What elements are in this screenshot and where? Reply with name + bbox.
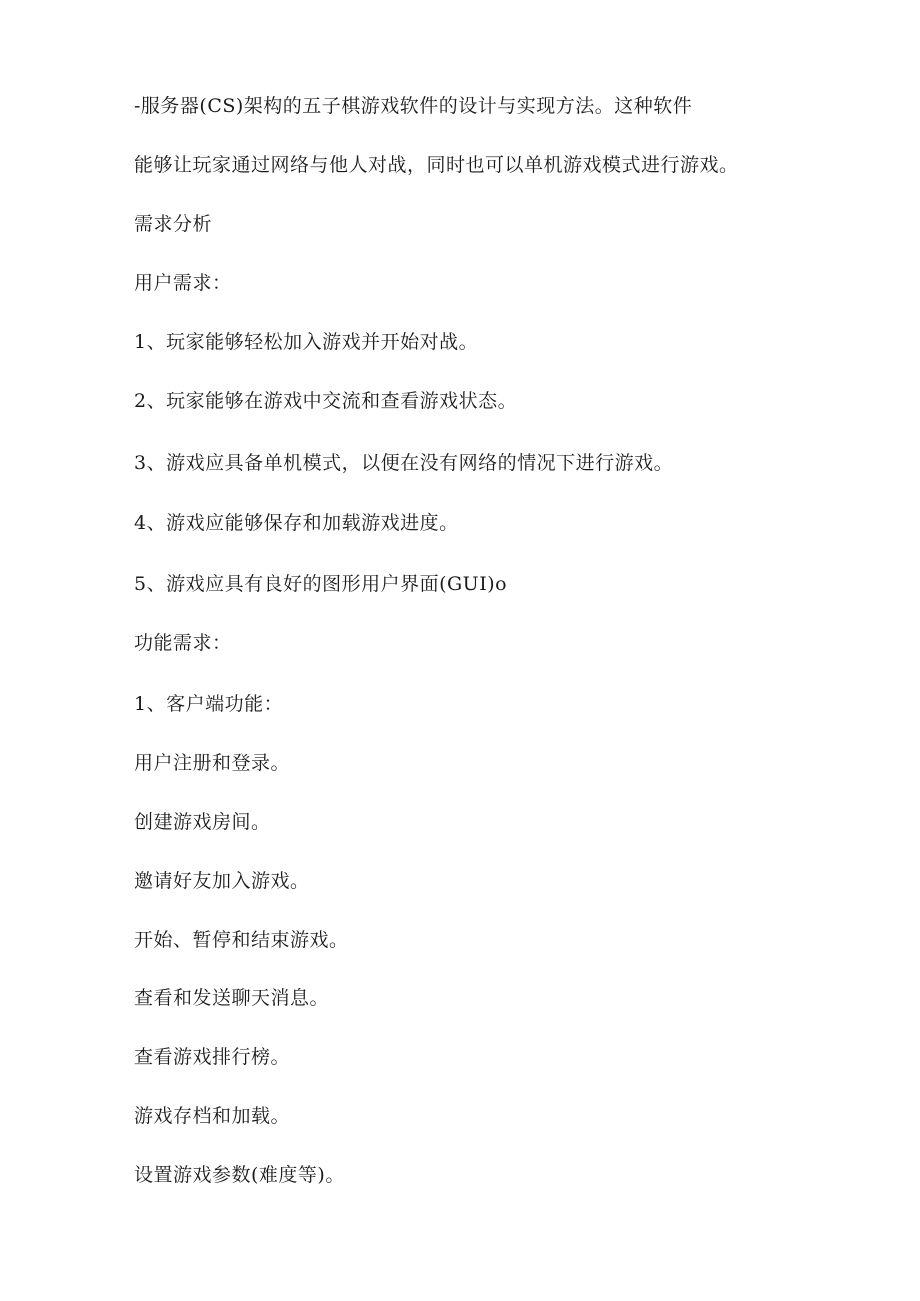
feature-item: 查看游戏排行榜。 xyxy=(134,1046,291,1068)
feature-item: 用户注册和登录。 xyxy=(134,752,291,774)
list-item: 5、游戏应具有良好的图形用户界面(GUI)o xyxy=(134,573,508,595)
list-item: 4、游戏应能够保存和加载游戏进度。 xyxy=(134,512,459,534)
list-item: 2、玩家能够在游戏中交流和查看游戏状态。 xyxy=(134,390,518,412)
paragraph-intro-continued: -服务器(CS)架构的五子棋游戏软件的设计与实现方法。这种软件 xyxy=(134,95,693,117)
section-heading-requirements: 需求分析 xyxy=(134,213,213,235)
feature-item: 创建游戏房间。 xyxy=(134,811,271,833)
feature-item: 查看和发送聊天消息。 xyxy=(134,987,330,1009)
paragraph-intro-end: 能够让玩家通过网络与他人对战，同时也可以单机游戏模式进行游戏。 xyxy=(134,154,739,176)
subheading-user-requirements: 用户需求： xyxy=(134,272,232,294)
feature-item: 游戏存档和加载。 xyxy=(134,1105,291,1127)
subheading-functional-requirements: 功能需求： xyxy=(134,632,232,654)
feature-item: 开始、暂停和结束游戏。 xyxy=(134,929,349,951)
feature-item: 邀请好友加入游戏。 xyxy=(134,870,310,892)
feature-item: 设置游戏参数(难度等)。 xyxy=(134,1164,345,1186)
list-item: 3、游戏应具备单机模式，以便在没有网络的情况下进行游戏。 xyxy=(134,452,674,474)
list-item: 1、玩家能够轻松加入游戏并开始对战。 xyxy=(134,331,479,353)
list-item-client-functions: 1、客户端功能： xyxy=(134,693,284,715)
